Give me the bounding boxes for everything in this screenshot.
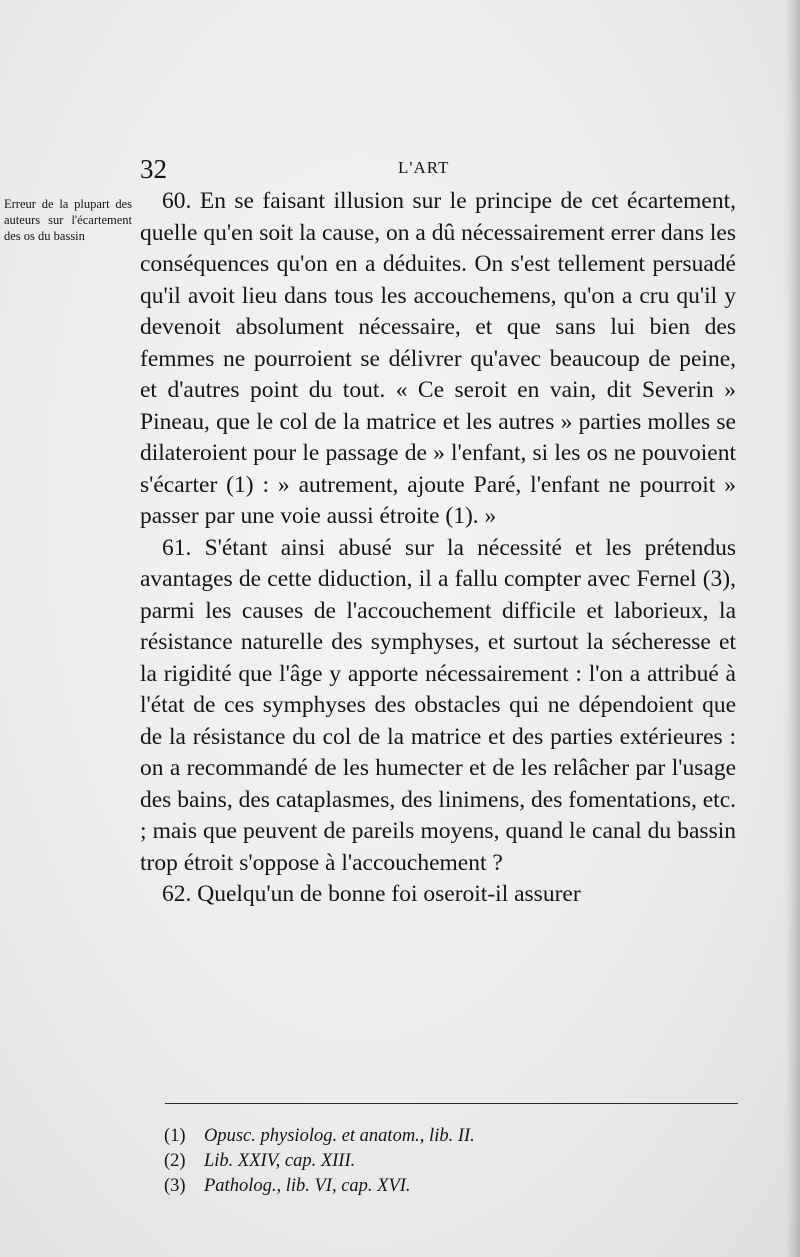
paragraph-61: 61. S'étant ainsi abusé sur la nécessité et les prétendus avantages de cette diduction, il a fallu compter avec Fernel (3), parmi les causes de l'accouchement difficile et laborieux, la résistance naturelle des symphyses, et surtout la sécheresse et la rigidité que l'âge y apporte nécessairement : l'on a attribué à l'état de ces symphyses des obstacles qui ne dépendoient que de la résistance du col de la matrice et des parties extérieures : on a recommandé de les humecter et de les relâcher par l'usage des bains, des cataplasmes, des linimens, des fomentations, etc. ; mais que peuvent de pareils moyens, quand le canal du bassin trop étroit s'oppose à l'accouchement ? [140, 534, 736, 876]
footnote-text: Patholog., lib. VI, cap. XVI. [204, 1176, 411, 1196]
footnote-mark: (1) [164, 1126, 186, 1146]
footnote-mark: (2) [164, 1151, 186, 1171]
footnotes [164, 1124, 724, 1199]
paragraph-60: 60. En se faisant illusion sur le principe de cet écartement, quelle qu'en soit la cause, on a dû nécessairement errer dans les conséquences qu'on en a déduites. On s'est tellement persuadé qu'il avoit lieu dans tous les accouchemens, qu'on a cru qu'il y devenoit absolument nécessaire, et que sans lui bien des femmes ne pourroient se délivrer qu'avec beaucoup de peine, et d'autres point du tout. « Ce seroit en vain, dit Severin » Pineau, que le col de la matrice et les autres » parties molles se dilateroient pour le passage de » l'enfant, si les os ne pouvoient s'écarter (1) : » autrement, ajoute Paré, l'enfant ne pourroit » passer par une voie aussi étroite (1). » [140, 188, 736, 529]
footnote-2 [164, 1149, 724, 1174]
page-number: 32 [140, 154, 167, 184]
footnote-3 [164, 1174, 724, 1199]
page-edge-shadow [786, 0, 800, 1257]
margin-note: Erreur de la plupart des auteurs sur l'écartement des os du bassin [4, 197, 132, 244]
footnote-rule [165, 1103, 738, 1104]
body-text [140, 186, 736, 911]
footnote-text: Lib. XXIV, cap. XIII. [204, 1151, 356, 1171]
paragraph-62: 62. Quelqu'un de bonne foi oseroit-il assurer [162, 881, 581, 907]
running-head: L'ART [398, 158, 450, 177]
footnote-text: Opusc. physiolog. et anatom., lib. II. [204, 1126, 475, 1146]
footnote-1 [164, 1124, 724, 1149]
footnote-mark: (3) [164, 1176, 186, 1196]
